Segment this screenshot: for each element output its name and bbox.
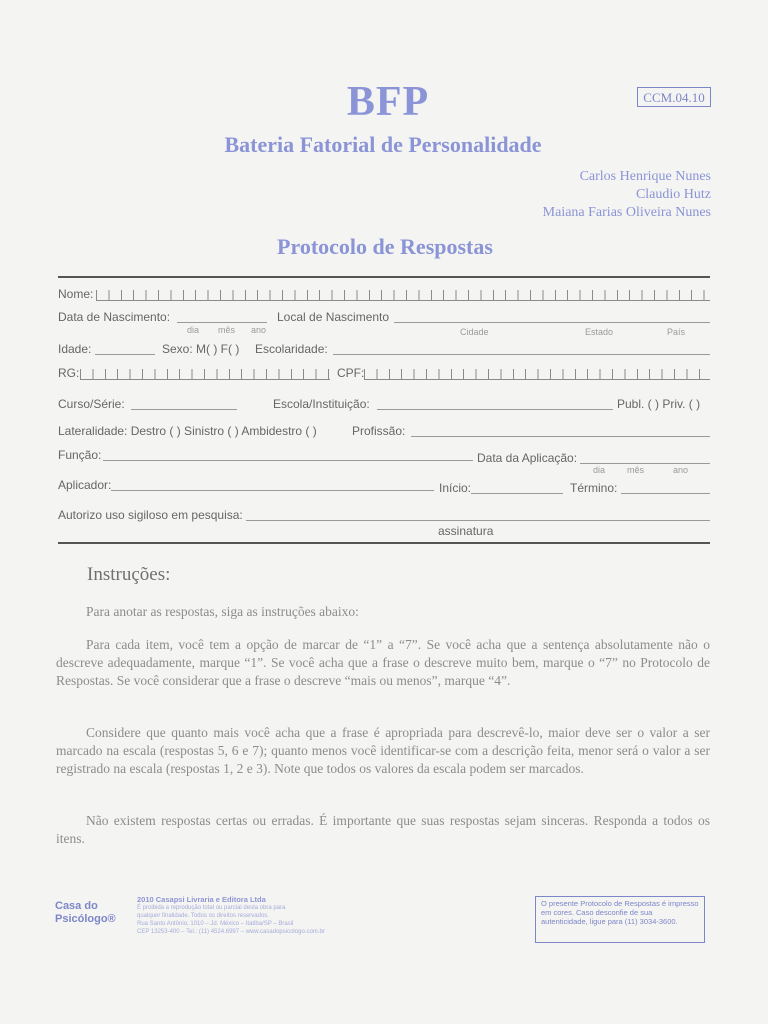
birthdate-field[interactable] [177, 322, 267, 323]
application-date-field[interactable] [580, 463, 710, 464]
public-private-label[interactable]: Publ. ( ) Priv. ( ) [617, 397, 701, 411]
education-field[interactable] [333, 354, 710, 355]
top-rule [58, 276, 710, 278]
signature-caption: assinatura [438, 524, 494, 538]
author: Claudio Hutz [635, 187, 711, 202]
start-label: Início: [439, 481, 472, 495]
protocol-title: Protocolo de Respostas [277, 234, 493, 259]
authenticity-notice: O presente Protocolo de Respostas é impresso em cores. Caso desconfie de sua autenticidade, ligue para (11) 3034-3600. [535, 896, 705, 943]
signature-field[interactable] [246, 520, 710, 521]
author: Maiana Farias Oliveira Nunes [542, 205, 711, 220]
author: Carlos Henrique Nunes [579, 169, 711, 184]
year-caption: ano [251, 325, 267, 335]
application-date-label: Data da Aplicação: [477, 451, 578, 465]
end-field[interactable] [621, 493, 710, 494]
month-caption: mês [218, 325, 236, 335]
instructions-paragraph: Para cada item, você tem a opção de marcar de “1” a “7”. Se você acha que a sentença absolutamente não o descreve adequadamente, marque “1”. Se você acha que a frase o descreve muito bem, marque o “7” no Protocolo de Respostas. Se você considerar que a frase o descreve “mais ou menos”, marque “4”. [56, 637, 710, 688]
form-code: CCM.04.10 [637, 87, 711, 107]
publisher-info: 2010 Casapsi Livraria e Editora Ltda É proibida a reprodução total ou parcial desta obra para qualquer finalidade. Todos os direitos reservados. Rua Santo Antônio, 1010 – Jd. México – Itatiba/SP – Brasil CEP 13253-400 – Tel.: (11) 4524.6997 – www.casadopsicologo.com.br [137, 895, 325, 935]
city-caption: Cidade [460, 327, 489, 337]
birthdate-label: Data de Nascimento: [58, 310, 171, 324]
applicator-field[interactable] [111, 490, 434, 491]
country-caption: País [667, 327, 686, 337]
bottom-rule [58, 542, 710, 544]
education-label: Escolaridade: [255, 342, 328, 356]
rg-label: RG: [58, 366, 80, 380]
publisher-logo: Casa do Psicólogo® [55, 900, 116, 925]
day-caption: dia [593, 465, 606, 475]
test-full-name: Bateria Fatorial de Personalidade [224, 132, 542, 157]
authors [543, 168, 711, 222]
year-caption: ano [673, 465, 689, 475]
nome-field[interactable] [96, 290, 710, 301]
consent-label: Autorizo uso sigiloso em pesquisa: [58, 508, 243, 522]
applicator-label: Aplicador: [58, 478, 112, 492]
course-label: Curso/Série: [58, 397, 125, 411]
cpf-label: CPF: [337, 366, 365, 380]
birthplace-label: Local de Nascimento [277, 310, 390, 324]
state-caption: Estado [585, 327, 614, 337]
function-label: Função: [58, 448, 102, 462]
start-field[interactable] [471, 493, 563, 494]
instructions-paragraph: Para anotar as respostas, siga as instruções abaixo: [86, 604, 359, 619]
laterality-label[interactable]: Lateralidade: Destro ( ) Sinistro ( ) Ambidestro ( ) [58, 424, 317, 438]
test-acronym: BFP [346, 79, 430, 125]
end-label: Término: [570, 481, 618, 495]
day-caption: dia [187, 325, 200, 335]
rg-field[interactable] [80, 369, 330, 380]
school-label: Escola/Instituição: [273, 397, 370, 411]
nome-label: Nome: [58, 287, 94, 301]
school-field[interactable] [377, 409, 613, 410]
function-field[interactable] [103, 460, 473, 461]
month-caption: mês [627, 465, 645, 475]
course-field[interactable] [131, 409, 237, 410]
profession-label: Profissão: [352, 424, 406, 438]
cpf-field[interactable] [364, 369, 710, 380]
instructions-paragraph: Considere que quanto mais você acha que a frase é apropriada para descrevê-lo, maior deve ser o valor a ser marcado na escala (respostas 5, 6 e 7); quanto menos você identificar-se com a descrição feita, menor será o valor a ser registrado na escala (respostas 1, 2 e 3). Note que todos os valores da escala podem ser marcados. [56, 725, 710, 776]
age-field[interactable] [95, 354, 155, 355]
birthplace-field[interactable] [394, 322, 710, 323]
sex-label[interactable]: Sexo: M( ) F( ) [162, 342, 240, 356]
instructions-title: Instruções: [87, 564, 171, 585]
age-label: Idade: [58, 342, 92, 356]
profession-field[interactable] [411, 436, 710, 437]
instructions-paragraph: Não existem respostas certas ou erradas. É importante que suas respostas sejam sinceras. Responda a todos os itens. [56, 813, 710, 846]
